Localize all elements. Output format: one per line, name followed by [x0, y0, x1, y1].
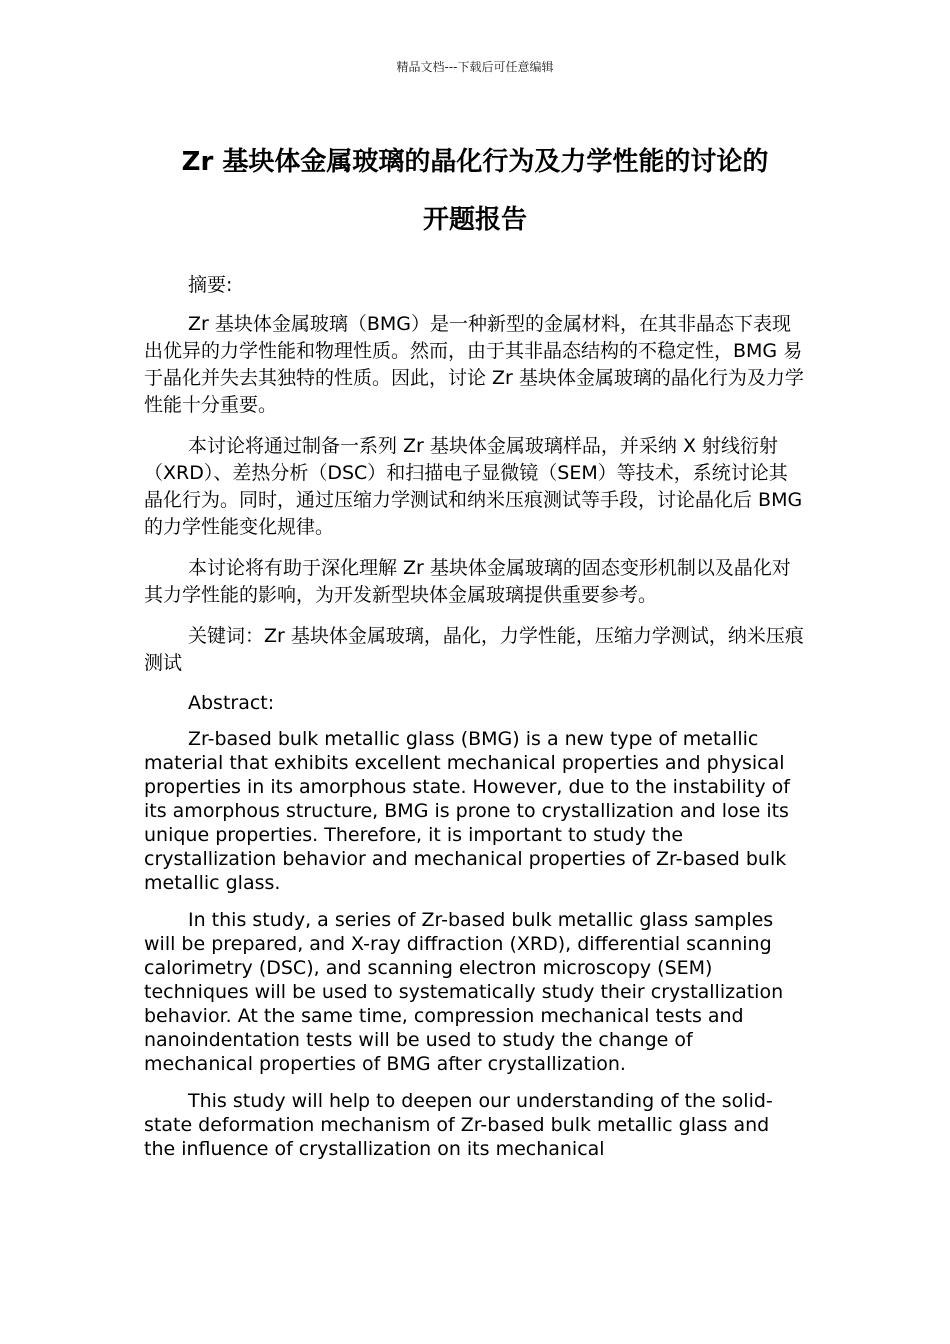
abstract-en-paragraph: This study will help to deepen our understanding of the solid-state deformation mechanism of Zr-based bulk metallic glass and the influence of crystallization on its mechanical [144, 1090, 773, 1160]
document-title [140, 133, 810, 249]
abstract-en-paragraph: In this study, a series of Zr-based bulk metallic glass samples will be prepared, and X-ray diffraction (XRD), differential scanning calorimetry (DSC), and scanning electron microscopy (SEM) techniques will be used to systematically study their crystallization behavior. At the same time, compression mechanical tests and nanoindentation tests will be used to study the change of mechanical properties of BMG after crystallization. [144, 909, 784, 1075]
page-header: 精品文档---下载后可任意编辑 [396, 60, 554, 74]
abstract-cn-paragraph: Zr 基块体金属玻璃（BMG）是一种新型的金属材料，在其非晶态下表现出优异的力学性能和物理性质。然而，由于其非晶态结构的不稳定性，BMG 易于晶化并失去其独特的性质。因此，讨论 Zr 基块体金属玻璃的晶化行为及力学性能十分重要。 [144, 313, 804, 416]
keywords-cn: 关键词：Zr 基块体金属玻璃，晶化，力学性能，压缩力学测试，纳米压痕测试 [144, 625, 804, 674]
document-body [144, 272, 806, 1174]
abstract-cn-label: 摘要: [188, 274, 233, 296]
abstract-en-paragraph: Zr-based bulk metallic glass (BMG) is a new type of metallic material that exhibits excellent mechanical properties and physical properties in its amorphous state. However, due to the instability of its amorphous structure, BMG is prone to crystallization and lose its unique properties. Therefore, it is important to study the crystallization behavior and mechanical properties of Zr-based bulk metallic glass. [144, 728, 790, 894]
abstract-en-label: Abstract: [188, 692, 275, 714]
title-line-2: 开题报告 [422, 205, 527, 235]
title-line-1: Zr 基块体金属玻璃的晶化行为及力学性能的讨论的 [181, 147, 769, 177]
abstract-cn-paragraph: 本讨论将有助于深化理解 Zr 基块体金属玻璃的固态变形机制以及晶化对其力学性能的影响，为开发新型块体金属玻璃提供重要参考。 [144, 557, 791, 606]
abstract-cn-paragraph: 本讨论将通过制备一系列 Zr 基块体金属玻璃样品，并采纳 X 射线衍射（XRD）、差热分析（DSC）和扫描电子显微镜（SEM）等技术，系统讨论其晶化行为。同时，通过压缩力学测试和纳米压痕测试等手段，讨论晶化后 BMG 的力学性能变化规律。 [144, 435, 803, 538]
